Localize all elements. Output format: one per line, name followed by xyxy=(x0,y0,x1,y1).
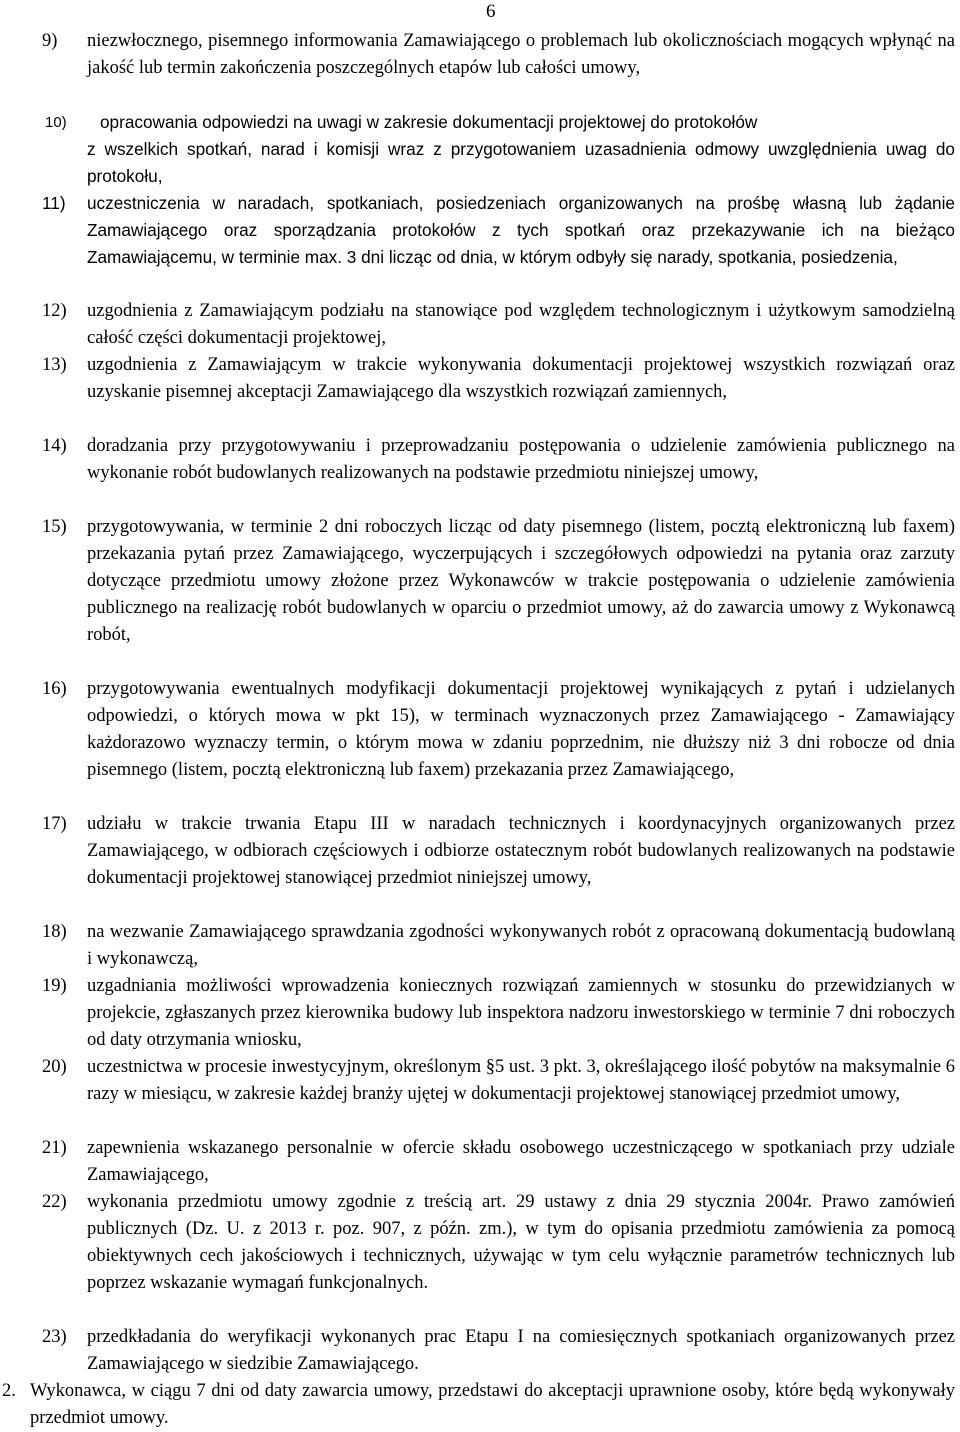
item-text: przygotowywania ewentualnych modyfikacji dokumentacji projektowej wynikających z pytań i udzielanych odpowiedzi, o których mowa w pkt 15), w terminach wyznaczonych przez Zamawiającego - Zamawiający każdorazowo wyznaczy termin, o którym mowa w zdaniu poprzednim, nie dłuższy niż 3 dni robocze od dnia pisemnego (listem, pocztą elektroniczną lub faxem) przekazania przez Zamawiającego, xyxy=(87,679,955,780)
item-text: niezwłocznego, pisemnego informowania Zamawiającego o problemach lub okolicznościach mogących wpłynąć na jakość lub termin zakończenia poszczególnych etapów lub całości umowy, xyxy=(87,31,955,78)
item-number: 14) xyxy=(42,436,67,456)
list-item-13 xyxy=(0,352,960,433)
item-text: wykonania przedmiotu umowy zgodnie z treścią art. 29 ustawy z dnia 29 stycznia 2004r. Prawo zamówień publicznych (Dz. U. z 2013 r. poz. 907, z późn. zm.), w tym do opisania przedmiotu zamówienia za pomocą obiektywnych cech jakościowych i technicznych, używając w tym celu wyłącznie parametrów technicznych lub poprzez wskazanie wymagań funkcjonalnych. xyxy=(87,1192,955,1293)
obligations-list xyxy=(0,28,960,1432)
list-item-22 xyxy=(0,1189,960,1324)
item-text: uzgadniania możliwości wprowadzenia koniecznych rozwiązań zamiennych w stosunku do przewidzianych w projekcie, zgłaszanych przez kierownika budowy lub inspektora nadzoru inwestorskiego w terminie 7 dni roboczych od daty otrzymania wniosku, xyxy=(87,976,955,1050)
item-text-continued: z wszelkich spotkań, narad i komisji wraz z przygotowaniem uzasadnienia odmowy uwzględnienia uwag do protokołu, xyxy=(87,139,955,186)
page-number: 6 xyxy=(486,1,496,22)
item-number: 21) xyxy=(42,1138,67,1158)
list-item-21 xyxy=(0,1135,960,1189)
item-number: 9) xyxy=(42,31,58,51)
item-text: na wezwanie Zamawiającego sprawdzania zgodności wykonywanych robót z opracowaną dokumentacją budowlaną i wykonawczą, xyxy=(87,922,955,969)
item-number: 19) xyxy=(42,976,67,996)
item-text: uzgodnienia z Zamawiającym podziału na stanowiące pod względem technologicznym i użytkowym samodzielną całość części dokumentacji projektowej, xyxy=(87,301,955,348)
list-item-18 xyxy=(0,919,960,973)
item-text: uzgodnienia z Zamawiającym w trakcie wykonywania dokumentacji projektowej wszystkich rozwiązań oraz uzyskanie pisemnej akceptacji Zamawiającego dla wszystkich rozwiązań zamiennych, xyxy=(87,355,955,402)
paragraph-number: 2. xyxy=(2,1381,16,1401)
item-text: przygotowywania, w terminie 2 dni roboczych licząc od daty pisemnego (listem, pocztą elektroniczną lub faxem) przekazania pytań przez Zamawiającego, wyczerpujących i szczegółowych odpowiedzi na pytania oraz zarzuty dotyczące przedmiotu umowy złożone przez Wykonawców w trakcie postępowania o udzielenie zamówienia publicznego na realizację robót budowlanych w oparciu o przedmiot umowy, aż do zawarcia umowy z Wykonawcą robót, xyxy=(87,517,955,645)
list-item-12 xyxy=(0,298,960,352)
list-item-11 xyxy=(0,190,960,298)
list-item-16 xyxy=(0,676,960,811)
paragraph-text: Wykonawca, w ciągu 7 dni od daty zawarcia umowy, przedstawi do akceptacji uprawnione osoby, które będą wykonywały przedmiot umowy. xyxy=(30,1381,955,1428)
item-number: 18) xyxy=(42,922,67,942)
list-item-15 xyxy=(0,514,960,676)
item-number: 10) xyxy=(45,114,67,131)
list-item-20 xyxy=(0,1054,960,1135)
item-text: doradzania przy przygotowywaniu i przeprowadzaniu postępowania o udzielenie zamówienia publicznego na wykonanie robót budowlanych realizowanych na podstawie przedmiotu niniejszej umowy, xyxy=(87,436,955,483)
paragraph-2 xyxy=(0,1378,960,1432)
list-item-17 xyxy=(0,811,960,919)
item-number: 23) xyxy=(42,1327,67,1347)
item-text: przedkładania do weryfikacji wykonanych prac Etapu I na comiesięcznych spotkaniach organizowanych przez Zamawiającego w siedzibie Zamawiającego. xyxy=(87,1327,955,1374)
item-number: 22) xyxy=(42,1192,67,1212)
list-item-9 xyxy=(0,28,960,109)
item-number: 20) xyxy=(42,1057,67,1077)
item-number: 16) xyxy=(42,679,67,699)
list-item-10 xyxy=(0,109,960,190)
item-text: zapewnienia wskazanego personalnie w ofercie składu osobowego uczestniczącego w spotkaniach przy udziale Zamawiającego, xyxy=(87,1138,955,1185)
item-number: 12) xyxy=(42,301,67,321)
list-item-14 xyxy=(0,433,960,514)
item-text: uczestniczenia w naradach, spotkaniach, posiedzeniach organizowanych na prośbę własną lub żądanie Zamawiającego oraz sporządzania protokołów z tych spotkań oraz przekazywanie ich na bieżąco Zamawiającemu, w terminie max. 3 dni licząc od dnia, w którym odbyły się narady, spotkania, posiedzenia, xyxy=(87,193,955,267)
item-text: udziału w trakcie trwania Etapu III w naradach technicznych i koordynacyjnych organizowanych przez Zamawiającego, w odbiorach częściowych i odbiorze ostatecznym robót budowlanych realizowanych na podstawie dokumentacji projektowej stanowiącej przedmiot niniejszej umowy, xyxy=(87,814,955,888)
item-number: 17) xyxy=(42,814,67,834)
item-text: uczestnictwa w procesie inwestycyjnym, określonym §5 ust. 3 pkt. 3, określającego ilość pobytów na maksymalnie 6 razy w miesiącu, w zakresie każdej branży ujętej w dokumentacji projektowej stanowiącej przedmiot umowy, xyxy=(87,1057,955,1104)
list-item-23 xyxy=(0,1324,960,1378)
item-text: opracowania odpowiedzi na uwagi w zakresie dokumentacji projektowej do protokołów xyxy=(100,112,758,132)
item-number: 11) xyxy=(42,193,66,213)
item-number: 15) xyxy=(42,517,67,537)
list-item-19 xyxy=(0,973,960,1054)
item-number: 13) xyxy=(42,355,67,375)
